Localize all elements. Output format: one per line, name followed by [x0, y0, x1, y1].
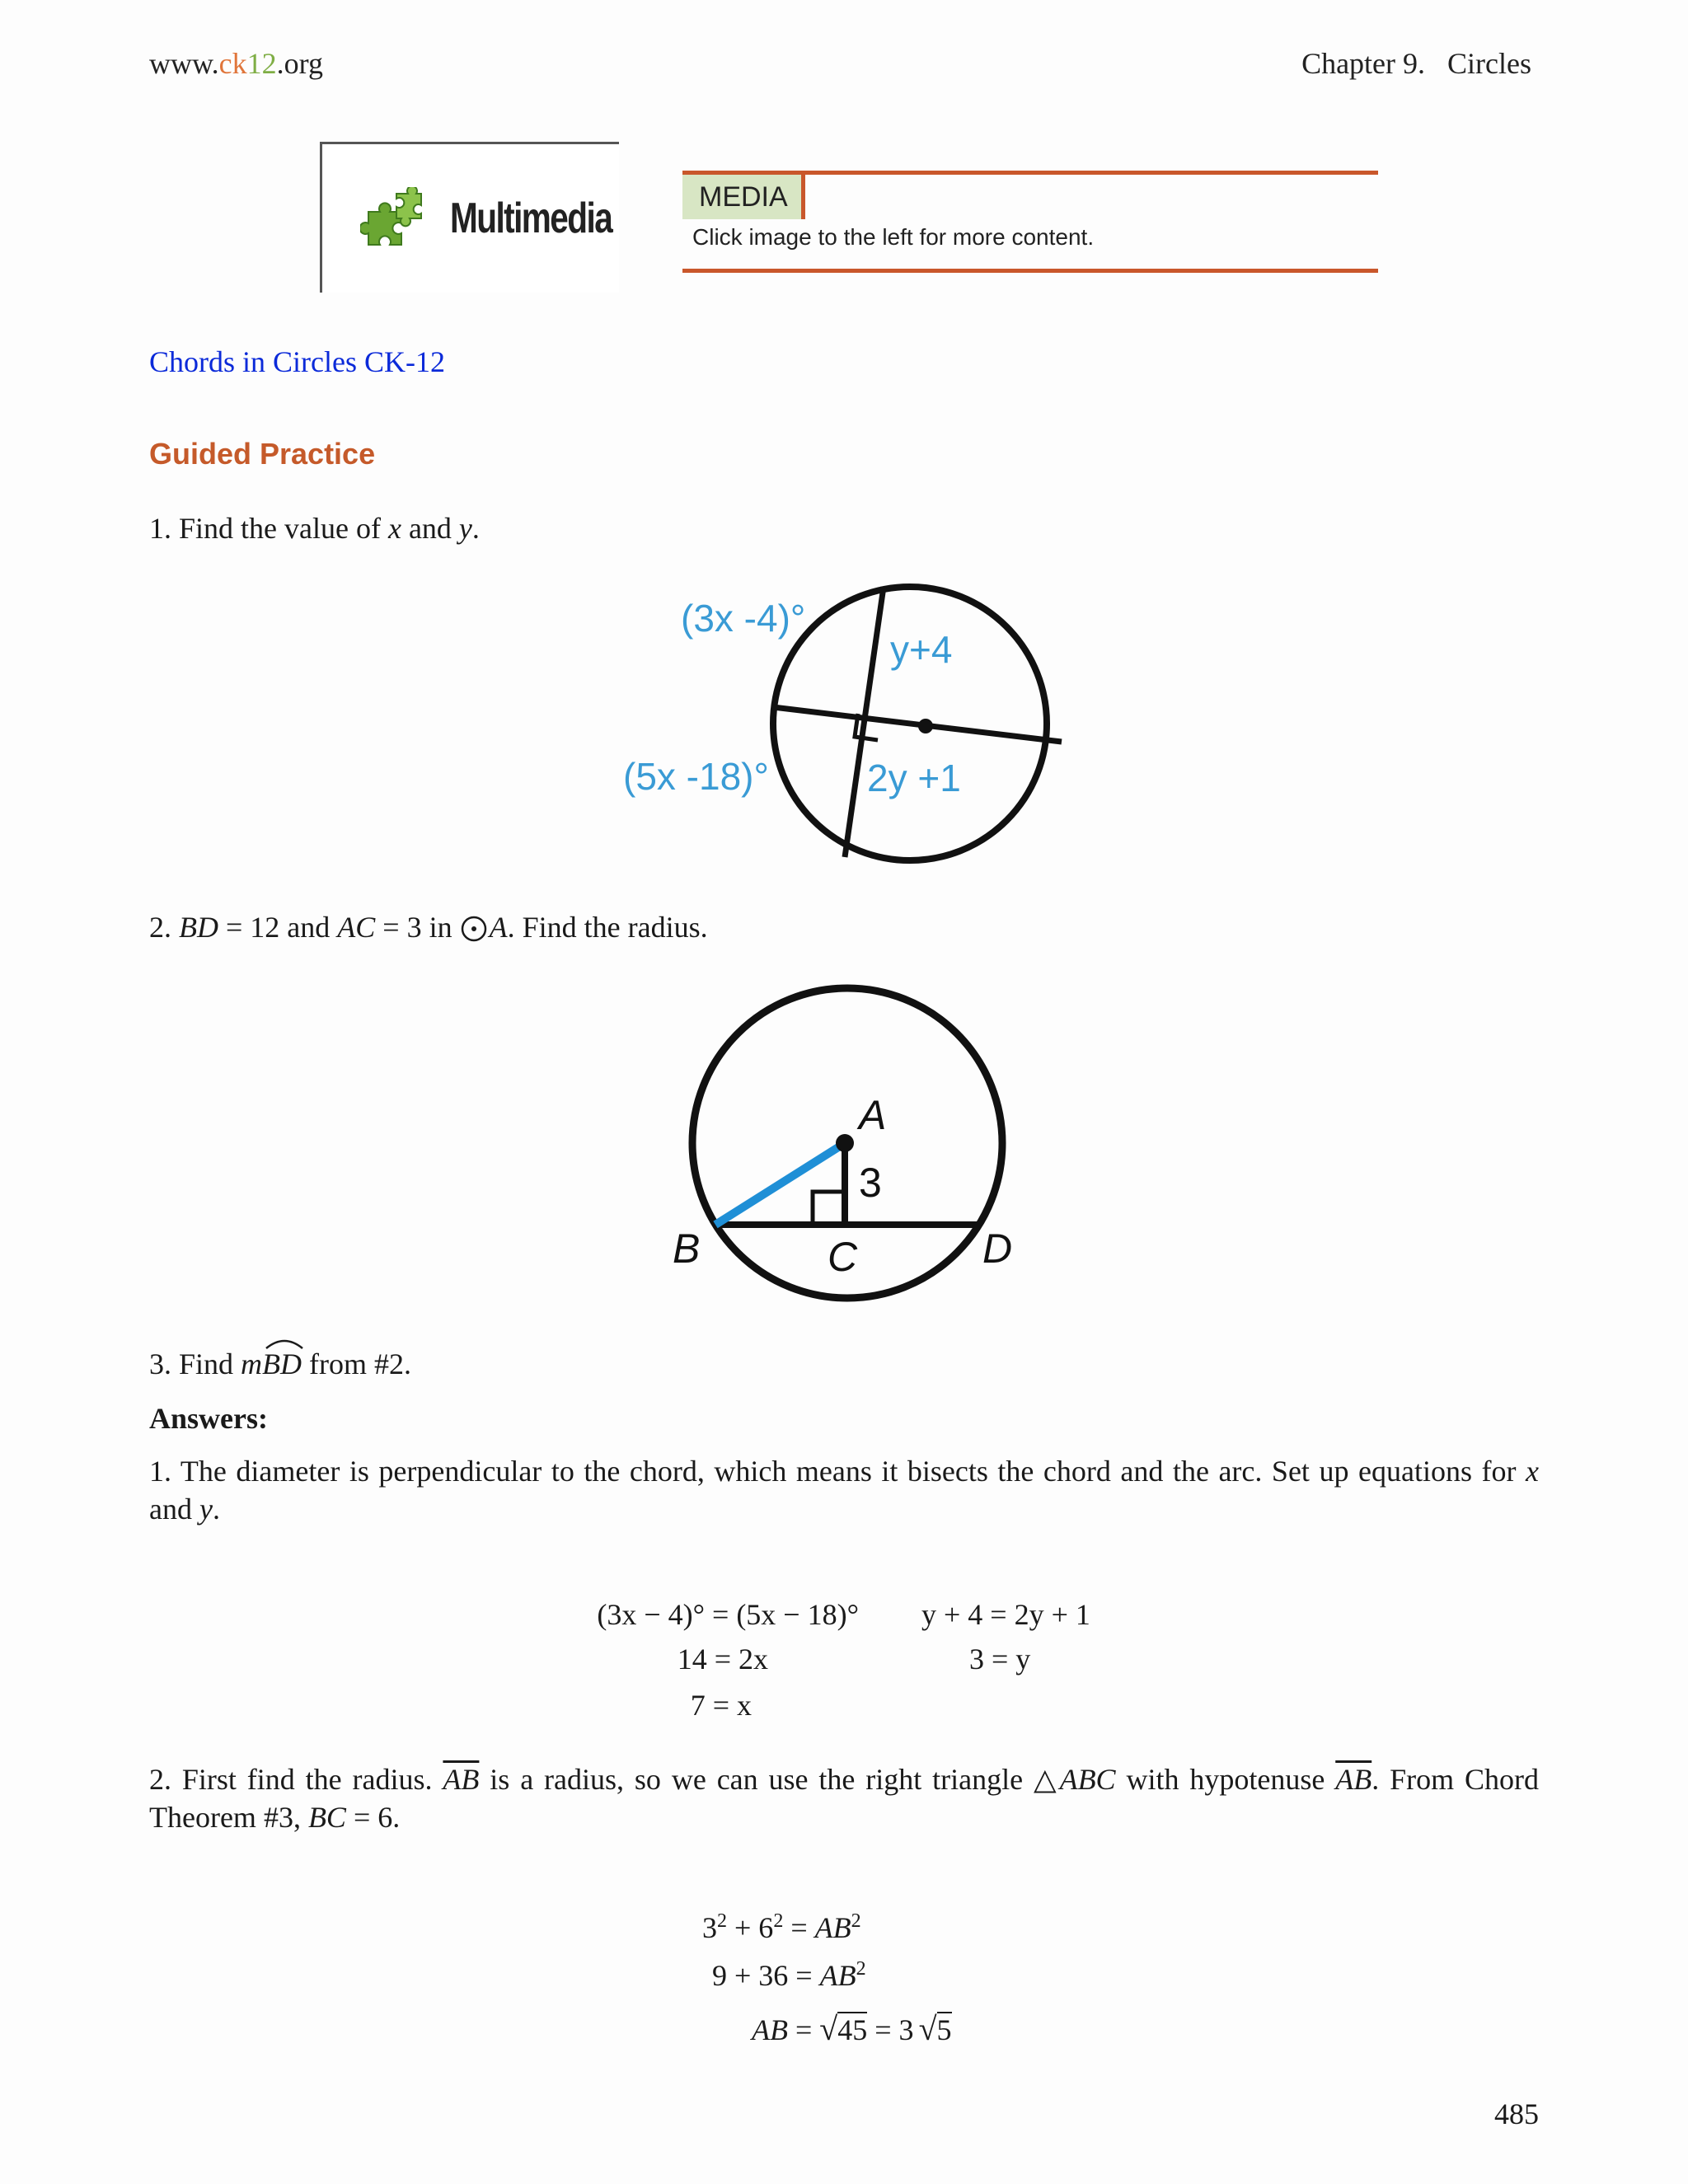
chords-link[interactable]: Chords in Circles CK-12 — [149, 345, 445, 378]
q2-a: A — [489, 911, 508, 944]
eq2-line1 — [702, 1910, 861, 1945]
fig2-label-a: A — [859, 1092, 887, 1138]
a2-ab2: $\overline{AB}$ — [1335, 1763, 1372, 1796]
q2-bd: BD — [179, 911, 218, 944]
arc-icon — [264, 1337, 305, 1350]
q1-x: x — [387, 512, 401, 545]
eq2-l2-exp: 2 — [856, 1958, 866, 1980]
fig1-diameter — [773, 707, 1062, 742]
answer-1 — [149, 1452, 1539, 1528]
fig2-radius-ab — [715, 1143, 845, 1225]
a2-t5: = 6. — [345, 1801, 401, 1834]
eq2-l1-exp1: 2 — [717, 1910, 727, 1932]
circle-dot-icon — [460, 915, 488, 943]
eq2-l1-three: 3 — [702, 1911, 717, 1944]
a2-t2: is a radius, so we can use the right triangle △ — [479, 1763, 1060, 1796]
url-prefix: www. — [149, 47, 219, 80]
eq1-line1: (3x − 4)° = (5x − 18)° — [597, 1598, 859, 1631]
media-tag: MEDIA — [682, 175, 805, 219]
q1-and: and — [401, 512, 459, 545]
fig1-label-bottom-right: 2y +1 — [867, 757, 961, 799]
answers-heading: Answers: — [149, 1402, 268, 1435]
url-ck: ck — [218, 47, 247, 80]
multimedia-label: Multimedia — [450, 194, 612, 242]
sqrt-icon: √ — [918, 2010, 937, 2047]
q3-arc-bd — [262, 1347, 302, 1381]
url-suffix: .org — [276, 47, 323, 80]
a2-ab1: $\overline{AB}$ — [443, 1763, 480, 1796]
a2-t1: 2. First find the radius. — [149, 1763, 443, 1796]
eq2-l1-exp3: 2 — [851, 1910, 861, 1932]
a2-abc: ABC — [1059, 1763, 1116, 1796]
figure-1-circle — [610, 569, 1071, 874]
a1-text: 1. The diameter is perpendicular to the chord, which means it bisects the chord and the arc. Set up equations for — [149, 1455, 1526, 1488]
q2-ac: AC — [337, 911, 376, 944]
eq1-line3: 7 = x — [690, 1689, 752, 1722]
fig1-label-bottom-left: (5x -18)° — [623, 755, 769, 798]
eq2-l2-ab: AB — [819, 1959, 856, 1992]
fig2-label-c: C — [828, 1234, 858, 1280]
multimedia-thumbnail[interactable] — [320, 142, 619, 293]
eq2-l1-ab: AB — [814, 1911, 851, 1944]
q1-text: 1. Find the value of — [149, 512, 388, 545]
eq2-l1-exp2: 2 — [773, 1910, 784, 1932]
fig1-center-dot — [918, 719, 933, 733]
a1-x: x — [1526, 1455, 1539, 1488]
eq2-l2-lhs: 9 + 36 = — [712, 1959, 820, 1992]
question-2 — [149, 910, 708, 944]
figure-2-circle — [659, 972, 1039, 1310]
media-box — [682, 171, 1378, 273]
eq2-l3-mid: = 3 — [867, 2013, 914, 2046]
eq1-right1: y + 4 = 2y + 1 — [921, 1598, 1090, 1631]
eq2-l1-eq: = — [783, 1911, 815, 1944]
fig2-label-b: B — [673, 1226, 701, 1272]
url-num: 12 — [246, 47, 277, 80]
question-1 — [149, 511, 480, 546]
fig1-label-top-left: (3x -4)° — [681, 597, 806, 640]
eq2-l3-rad1: 45 — [837, 2013, 868, 2046]
q2-num: 2. — [149, 911, 179, 944]
media-caption: Click image to the left for more content. — [692, 224, 1095, 250]
sqrt-5 — [914, 2010, 952, 2047]
q3-num: 3. Find — [149, 1347, 241, 1380]
a2-bc: BC — [307, 1801, 346, 1834]
a1-and: and — [149, 1493, 199, 1526]
question-3 — [149, 1347, 411, 1381]
puzzle-icon — [360, 187, 426, 253]
eq2-l1-plus: + 6 — [727, 1911, 774, 1944]
q3-end: from #2. — [302, 1347, 412, 1380]
q3-m: m — [241, 1347, 263, 1380]
eq2-l3-ab: AB — [752, 2013, 788, 2046]
guided-practice-heading: Guided Practice — [149, 437, 376, 471]
q1-end: . — [471, 512, 480, 545]
q2-eq12: = 12 and — [218, 911, 338, 944]
q2-end: . Find the radius. — [507, 911, 708, 944]
a1-end: . — [212, 1493, 220, 1526]
eq2-l3-rad2: 5 — [936, 2013, 952, 2046]
eq2-l3-eq: = — [787, 2013, 820, 2046]
eq2-line3 — [752, 2009, 952, 2048]
q3-bd: BD — [262, 1347, 302, 1380]
chapter-title: Chapter 9. Circles — [1301, 47, 1531, 80]
eq1-line2: 14 = 2x — [677, 1643, 768, 1675]
a2-t4: . From Chord Theorem #3, — [149, 1763, 1539, 1834]
eq1-right2: 3 = y — [969, 1643, 1031, 1675]
q1-y: y — [458, 512, 472, 545]
answer-2 — [149, 1760, 1539, 1836]
fig1-label-top-right: y+4 — [890, 628, 953, 671]
page-number: 485 — [1494, 2097, 1539, 2130]
eq2-line2 — [712, 1958, 866, 1993]
a1-y: y — [199, 1493, 213, 1526]
a2-t3: with hypotenuse — [1115, 1763, 1336, 1796]
q2-eq3: = 3 in — [375, 911, 460, 944]
fig2-label-d: D — [982, 1226, 1013, 1272]
sqrt-icon: √ — [819, 2010, 838, 2047]
header-url[interactable] — [149, 46, 323, 81]
fig2-right-angle — [813, 1192, 845, 1225]
sqrt-45 — [819, 2010, 868, 2047]
fig2-label-3: 3 — [859, 1160, 882, 1206]
fig2-center-dot — [836, 1134, 854, 1152]
